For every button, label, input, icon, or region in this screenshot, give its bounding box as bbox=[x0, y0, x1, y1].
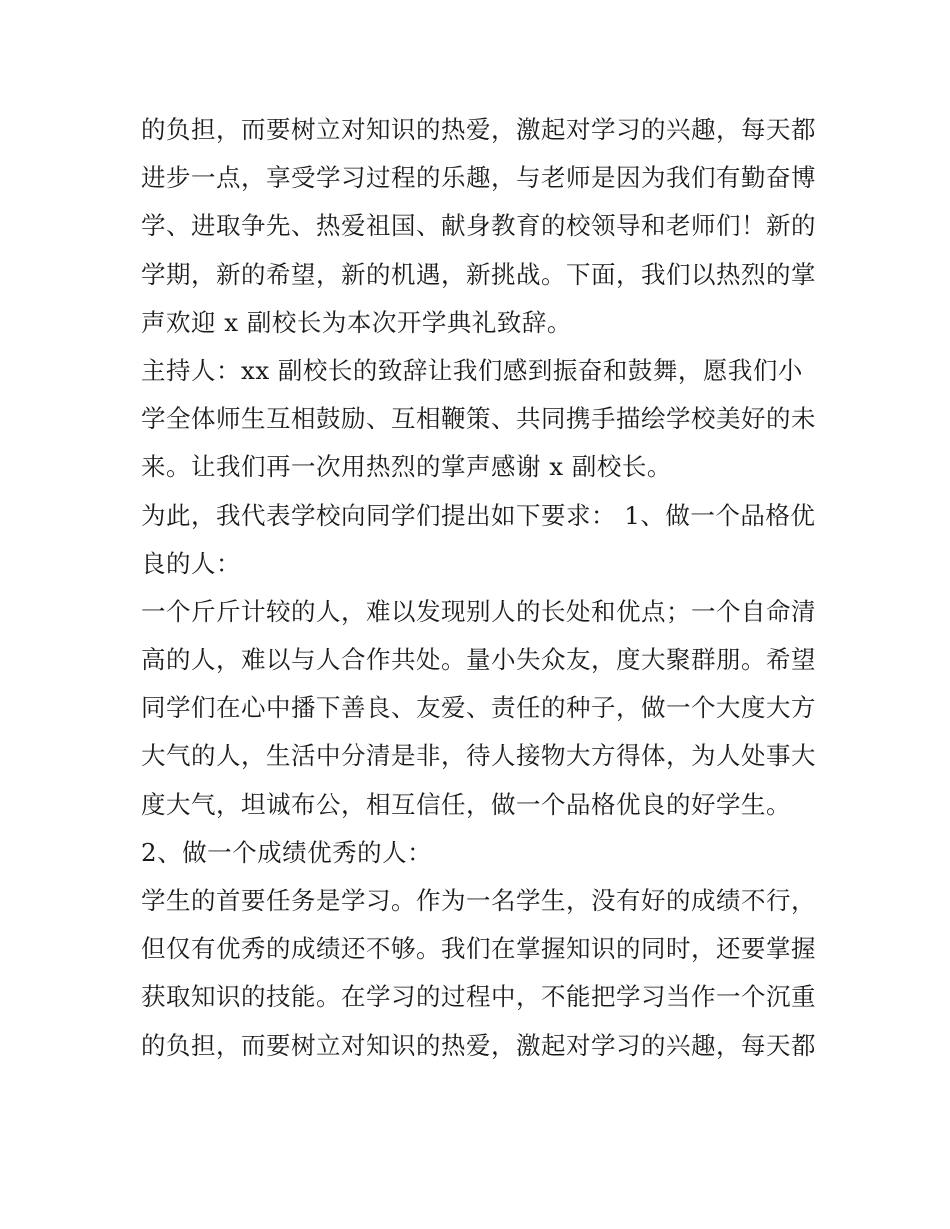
text-line: 声欢迎 x 副校长为本次开学典礼致辞。 bbox=[141, 307, 572, 337]
text-line: 良的人： bbox=[141, 548, 241, 578]
text-line: 获取知识的技能。在学习的过程中，不能把学习当作一个沉重 bbox=[141, 982, 816, 1012]
text-line: 来。让我们再一次用热烈的掌声感谢 x 副校长。 bbox=[141, 452, 672, 482]
text-line: 学全体师生互相鼓励、互相鞭策、共同携手描绘学校美好的未 bbox=[141, 404, 816, 434]
text-line: 一个斤斤计较的人，难以发现别人的长处和优点；一个自命清 bbox=[141, 596, 816, 626]
text-line: 高的人，难以与人合作共处。量小失众友，度大聚群朋。希望 bbox=[141, 645, 816, 675]
text-line: 度大气，坦诚布公，相互信任，做一个品格优良的好学生。 bbox=[141, 789, 791, 819]
text-line: 2、做一个成绩优秀的人： bbox=[141, 837, 433, 867]
text-line: 进步一点，享受学习过程的乐趣，与老师是因为我们有勤奋博 bbox=[141, 163, 816, 193]
text-line: 为此，我代表学校向同学们提出如下要求： 1、做一个品格优 bbox=[141, 500, 816, 530]
text-line: 学生的首要任务是学习。作为一名学生，没有好的成绩不行， bbox=[141, 886, 816, 915]
text-line: 大气的人，生活中分清是非，待人接物大方得体，为人处事大 bbox=[141, 741, 816, 771]
text-line: 但仅有优秀的成绩还不够。我们在掌握知识的同时，还要掌握 bbox=[141, 934, 816, 964]
text-line: 的负担，而要树立对知识的热爱，激起对学习的兴趣，每天都 bbox=[141, 115, 816, 144]
document-body-text bbox=[141, 106, 821, 1070]
text-line: 主持人：xx 副校长的致辞让我们感到振奋和鼓舞，愿我们小 bbox=[141, 355, 803, 385]
text-line: 学、进取争先、热爱祖国、献身教育的校领导和老师们！新的 bbox=[141, 211, 816, 241]
text-line: 学期，新的希望，新的机遇，新挑战。下面，我们以热烈的掌 bbox=[141, 259, 816, 289]
text-line: 的负担，而要树立对知识的热爱，激起对学习的兴趣，每天都 bbox=[141, 1030, 816, 1060]
text-line: 同学们在心中播下善良、友爱、责任的种子，做一个大度大方 bbox=[141, 693, 816, 723]
